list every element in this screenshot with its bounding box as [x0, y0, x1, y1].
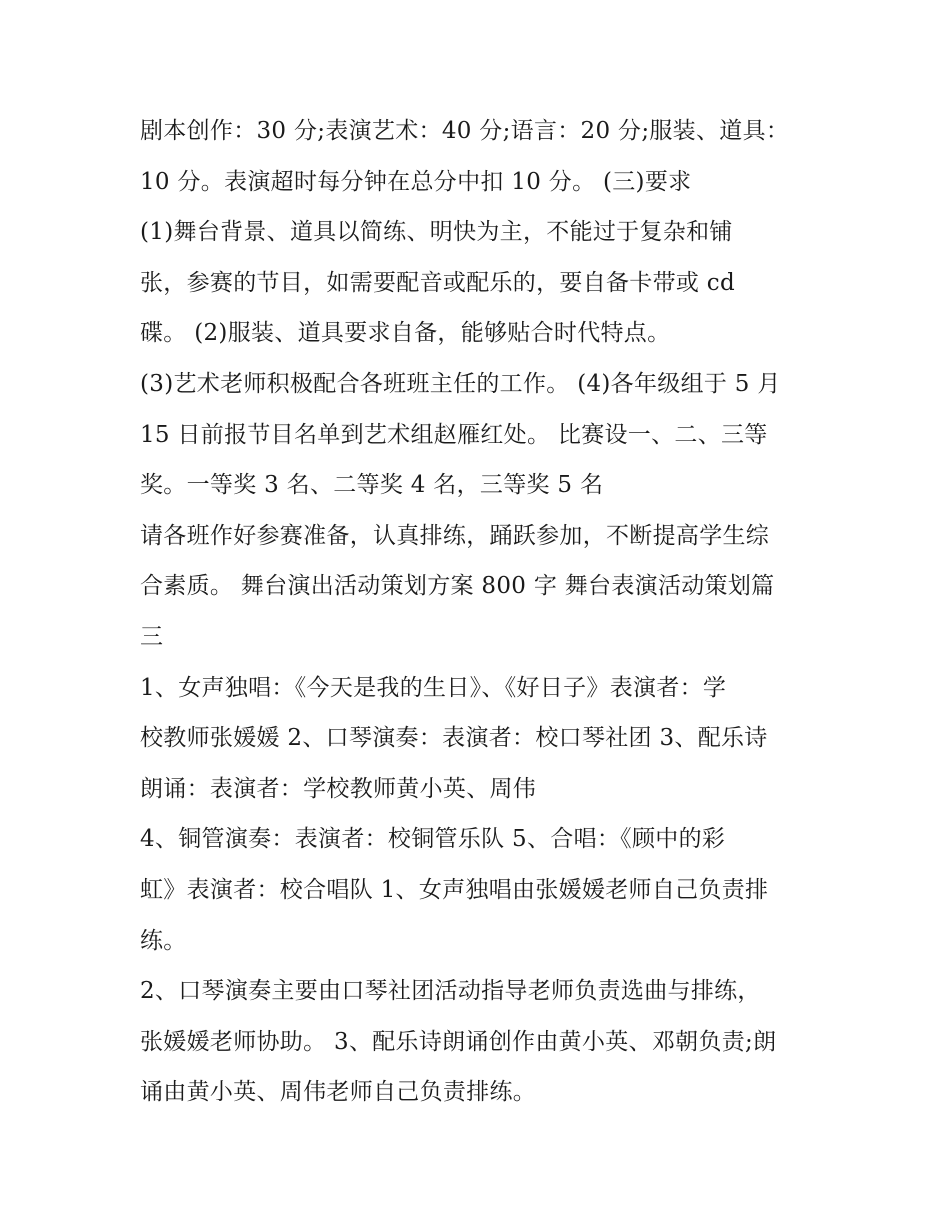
text-line: 诵由黄小英、周伟老师自己负责排练。	[140, 1079, 537, 1106]
text-line: 虹》表演者：校合唱队 1、女声独唱由张媛媛老师自己负责排	[140, 876, 769, 903]
text-line: 奖。一等奖 3 名、二等奖 4 名，三等奖 5 名	[140, 472, 604, 499]
text-line: 合素质。 舞台演出活动策划方案 800 字 舞台表演活动策划篇	[140, 573, 775, 600]
text-line: 张，参赛的节目，如需要配音或配乐的，要自备卡带或 cd	[140, 269, 736, 296]
text-line: 4、铜管演奏：表演者：校铜管乐队 5、合唱：《顾中的彩	[140, 826, 726, 853]
text-line: 练。	[140, 927, 187, 954]
text-line: 1、女声独唱：《今天是我的生日》、《好日子》表演者：学	[140, 674, 727, 701]
text-line: 朗诵：表演者：学校教师黄小英、周伟	[140, 775, 537, 802]
text-line: 碟。 (2)服装、道具要求自备，能够贴合时代特点。	[140, 320, 671, 347]
text-line: 校教师张媛媛 2、口琴演奏：表演者：校口琴社团 3、配乐诗	[140, 725, 768, 752]
text-line: 10 分。表演超时每分钟在总分中扣 10 分。 (三)要求	[140, 168, 692, 195]
text-line: 张媛媛老师协助。 3、配乐诗朗诵创作由黄小英、邓朝负责;朗	[140, 1028, 777, 1055]
text-line: 三	[140, 623, 164, 650]
text-line: 剧本创作：30 分;表演艺术：40 分;语言：20 分;服装、道具：	[140, 118, 790, 144]
text-line: (3)艺术老师积极配合各班班主任的工作。 (4)各年级组于 5 月	[140, 370, 781, 397]
text-line: 2、口琴演奏主要由口琴社团活动指导老师负责选曲与排练，	[140, 978, 761, 1005]
document-body	[140, 106, 820, 1118]
text-line: (1)舞台背景、道具以简练、明快为主，不能过于复杂和铺	[140, 219, 733, 246]
text-line: 请各班作好参赛准备，认真排练，踊跃参加，不断提高学生综	[140, 522, 770, 549]
text-line: 15 日前报节目名单到艺术组赵雁红处。 比赛设一、二、三等	[140, 421, 768, 448]
